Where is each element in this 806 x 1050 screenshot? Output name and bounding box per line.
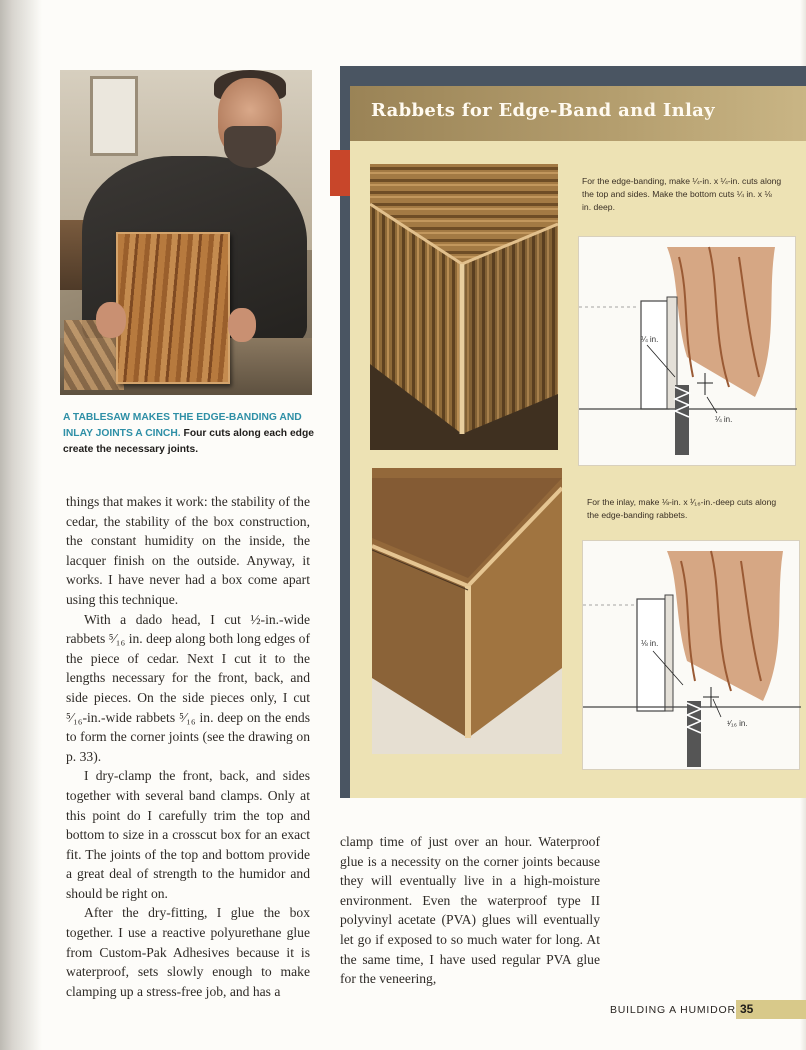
- dimension-label: ¹⁄₁₆ in.: [727, 719, 748, 728]
- body-text-column-1: [66, 492, 310, 1001]
- dimension-label: ⅛ in.: [641, 639, 659, 648]
- body-paragraph: After the dry-fitting, I glue the box together. I use a reactive polyurethane glue from Custom-Pak Adhesives because it is waterproof, sets slowly enough to make clamping up a stress-free job, and has a: [66, 905, 310, 999]
- edge-band-drawing: [578, 236, 796, 466]
- sidebar-accent-tab: [330, 150, 350, 196]
- woodworker-photo: [60, 70, 312, 395]
- humidor-box-image: [116, 232, 230, 384]
- page-number: 35: [740, 1002, 754, 1016]
- page-binding-shadow: [0, 0, 42, 1050]
- body-paragraph: things that makes it work: the stability of the cedar, the stability of the box construction, the constant humidity on the inside, the lacquer finish on the outside. Anyway, it works. I have never had a box come apart using this technique.: [66, 494, 310, 607]
- body-paragraph: With a dado head, I cut ½-in.-wide rabbets ⁵⁄₁₆ in. deep along both long edges of the piece of cedar. Next I cut it to the lengths necessary for the front, back, and side pieces. On the side pieces only, I cut ⁵⁄₁₆-in.-wide rabbets ⁵⁄₁₆ in. deep on the ends to form the corner joints (see the drawing on p. 33).: [66, 611, 310, 764]
- dimension-label: ¼ in.: [715, 415, 733, 424]
- sidebar-title: Rabbets for Edge-Band and Inlay: [371, 100, 715, 121]
- body-text-column-2: [340, 832, 600, 989]
- dimension-label: ¼ in.: [641, 335, 659, 344]
- body-paragraph: clamp time of just over an hour. Waterproof glue is a necessity on the corner joints because they will eventually live in a high-moisture environment. Even the waterproof type II polyvinyl acetate (PVA) glues will eventually let go if exposed to so much water for long. At the same time, I have used regular PVA glue for the veneering,: [340, 834, 600, 987]
- edge-band-instructions: For the edge-banding, make ¼-in. x ¼-in. cuts along the top and sides. Make the bottom cuts ¼ in. x ⅛ in. deep.: [582, 176, 782, 212]
- photo-caption: [63, 410, 325, 458]
- caption-lead: A TABLESAW MAKES THE EDGE-BANDING AND INLAY JOINTS A CINCH.: [63, 412, 302, 439]
- running-footer: BUILDING A HUMIDOR: [610, 1004, 736, 1016]
- inlay-corner-photo: [372, 468, 562, 754]
- edge-band-corner-photo: [370, 164, 558, 450]
- caption-text: Four cuts along each edge create the necessary joints.: [63, 428, 314, 455]
- inlay-drawing: [582, 540, 800, 770]
- body-paragraph: I dry-clamp the front, back, and sides together with several band clamps. Only at this point do I carefully trim the top and bottom to size in a crosscut box for an exact fit. The joints of the top and bottom provide a great deal of strength to the humidor and should be right on.: [66, 768, 310, 901]
- inlay-instructions: For the inlay, make ⅛-in. x ¹⁄₁₆-in.-deep cuts along the edge-banding rabbets.: [587, 497, 777, 520]
